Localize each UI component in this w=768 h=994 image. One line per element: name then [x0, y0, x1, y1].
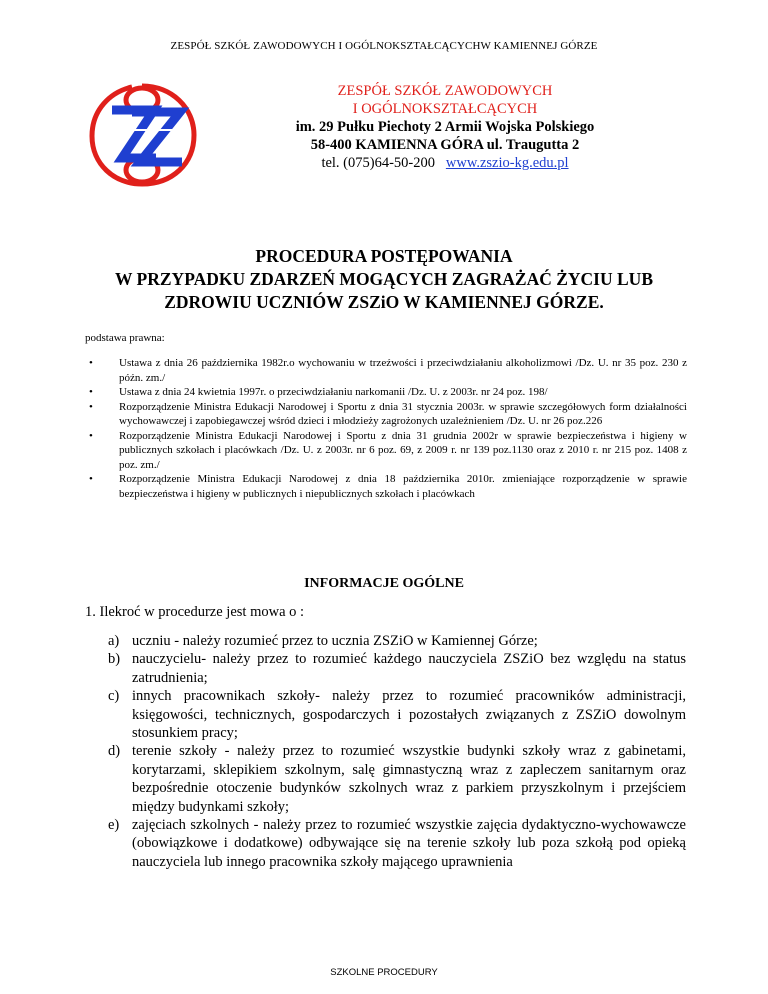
legal-basis-item: • Ustawa z dnia 26 października 1982r.o wychowaniu w trzeźwości i przeciwdziałaniu alkoholizmowi /Dz. U. nr 35 poz. 230 z późn. zm./: [85, 356, 687, 385]
page-header: ZESPÓŁ SZKÓŁ ZAWODOWYCH I OGÓLNOKSZTAŁCĄCYCHW KAMIENNEJ GÓRZE: [170, 40, 598, 52]
legal-basis-item: • Ustawa z dnia 24 kwietnia 1997r. o przeciwdziałaniu narkomanii /Dz. U. z 2003r. nr 24 poz. 198/: [85, 385, 687, 400]
definition-item: [108, 650, 686, 687]
definition-text: zajęciach szkolnych - należy przez to rozumieć wszystkie zajęcia dydaktyczno-wychowawcze (obowiązkowe i dodatkowe) odbywające się na terenie szkoły lub poza szkołą pod opieką nauczyciela lub innego pracownika szkoły mającego uprawnienia: [132, 817, 686, 870]
legal-basis-list: [85, 356, 687, 501]
school-info: [250, 82, 640, 172]
definition-marker: b): [108, 651, 121, 668]
title-line1: PROCEDURA POSTĘPOWANIA: [255, 246, 513, 266]
definitions-list: [108, 632, 686, 871]
definition-text: nauczycielu- należy przez to rozumieć każdego nauczyciela ZSZiO bez względu na status zatrudnienia;: [132, 651, 686, 686]
definition-item: [108, 816, 686, 871]
legal-basis-item: • Rozporządzenie Ministra Edukacji Narodowej i Sportu z dnia 31 grudnia 2002r w sprawie bezpieczeństwa i higieny w publicznych szkołach i placówkach /Dz. U. z 2003r. nr 6 poz. 69, z 2009 r. nr 139 poz.1130 oraz z 2010 r. nr 215 poz. 1408 z poz. zm./: [85, 429, 687, 473]
title-line3: ZDROWIU UCZNIÓW ZSZiO W KAMIENNEJ GÓRZE.: [164, 292, 604, 312]
definition-marker: c): [108, 688, 120, 705]
section-heading: INFORMACJE OGÓLNE: [304, 576, 464, 591]
definition-marker: a): [108, 633, 120, 649]
definition-item: [108, 632, 686, 650]
school-address-line1: im. 29 Pułku Piechoty 2 Armii Wojska Polskiego: [295, 119, 595, 135]
definition-text: uczniu - należy rozumieć przez to ucznia ZSZiO w Kamiennej Górze;: [132, 633, 538, 649]
school-website-link[interactable]: www.zszio-kg.edu.pl: [445, 155, 569, 171]
school-logo-icon: [84, 80, 200, 190]
definition-item: [108, 742, 686, 816]
definition-text: innych pracownikach szkoły- należy przez to rozumieć pracowników administracji, księgowości, technicznych, gospodarczych i pozostałych związanych z ZSZiO dowolnym stosunkiem pracy;: [132, 688, 686, 742]
definition-marker: e): [108, 817, 120, 834]
document-title: [0, 245, 768, 314]
page-footer: SZKOLNE PROCEDURY: [330, 967, 438, 978]
section-intro: 1. Ilekroć w procedurze jest mowa o :: [85, 604, 305, 620]
definition-marker: d): [108, 743, 121, 760]
definition-item: [108, 687, 686, 742]
school-name-line2: I OGÓLNOKSZTAŁCĄCYCH: [352, 101, 538, 117]
title-line2: W PRZYPADKU ZDARZEŃ MOGĄCYCH ZAGRAŻAĆ ŻYCIU LUB: [115, 269, 653, 289]
legal-basis-item: • Rozporządzenie Ministra Edukacji Narodowej i Sportu z dnia 31 stycznia 2003r. w sprawie szczegółowych form działalności wychowawczej i zapobiegawczej wśród dzieci i młodzieży zagrożonych uzależnieniem /Dz. U. nr 26 poz.226: [85, 400, 687, 429]
school-name-line1: ZESPÓŁ SZKÓŁ ZAWODOWYCH: [337, 83, 553, 99]
definition-text: terenie szkoły - należy przez to rozumieć wszystkie budynki szkoły wraz z gabinetami, korytarzami, sklepikiem szkolnym, salę gimnastyczną wraz z zapleczem sanitarnym oraz bezpośrednie otoczenie budynków szkolnych wraz z parkiem przyszkolnym i przejściem między budynkami szkoły;: [132, 743, 686, 815]
school-phone: tel. (075)64-50-200: [321, 155, 435, 171]
school-contact: [250, 154, 640, 172]
school-address-line2: 58-400 KAMIENNA GÓRA ul. Traugutta 2: [310, 137, 580, 153]
legal-basis-label: podstawa prawna:: [85, 332, 165, 344]
legal-basis-item: • Rozporządzenie Ministra Edukacji Narodowej z dnia 18 października 2010r. zmieniające rozporządzenie w sprawie bezpieczeństwa i higieny w publicznych i niepublicznych szkołach i placówkach: [85, 472, 687, 501]
